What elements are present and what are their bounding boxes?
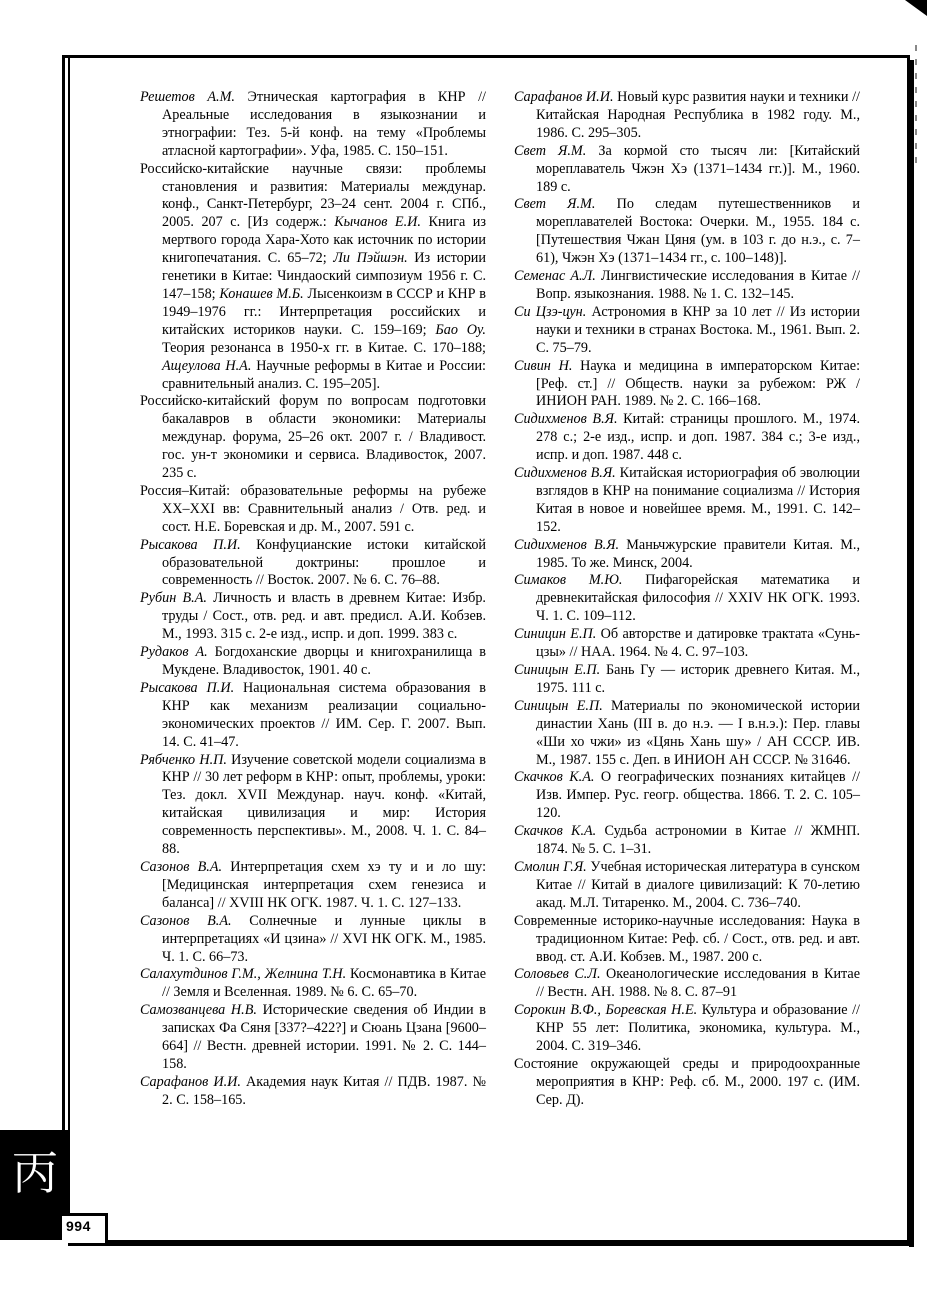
bibliography-entry bbox=[140, 644, 486, 680]
bibliography-entry bbox=[140, 966, 486, 1002]
bibliography-entry bbox=[514, 143, 860, 197]
bibliography-entry bbox=[514, 966, 860, 1002]
entry-author: Свет Я.М. bbox=[514, 196, 596, 213]
bibliography-entry bbox=[514, 1002, 860, 1056]
bibliography-entry bbox=[140, 859, 486, 913]
cited-work: Теория резонанса в 1950-х гг. в Китае. С. 170–188; bbox=[162, 339, 486, 356]
entry-author: Сидихменов В.Я. bbox=[514, 411, 618, 428]
cited-author: Кычанов Е.И. bbox=[334, 214, 421, 231]
bibliography-right-column bbox=[514, 89, 860, 1110]
cited-author: Ли Пэйшэн. bbox=[333, 250, 408, 267]
entry-text: Океанологические исследования в Китае // Вестн. АН. 1988. № 8. С. 87–91 bbox=[536, 966, 860, 1001]
entry-text: Богдоханские дворцы и книгохранилища в Мукдене. Владивосток, 1901. 40 с. bbox=[162, 644, 486, 678]
bibliography-entry bbox=[140, 1002, 486, 1074]
entry-author: Синицын Е.П. bbox=[514, 697, 603, 714]
bibliography-entry bbox=[514, 1056, 860, 1110]
bibliography-entry bbox=[514, 859, 860, 913]
entry-text: Судьба астрономии в Китае // ЖМНП. 1874. № 5. С. 1–31. bbox=[536, 823, 861, 858]
entry-text: Пифагорейская математика и древнекитайская философия // XXIV НК ОГК. 1993. Ч. 1. С. 109–112. bbox=[536, 572, 860, 625]
bibliography-entry bbox=[514, 196, 860, 268]
entry-text: Академия наук Китая // ПДВ. 1987. № 2. С. 158–165. bbox=[162, 1073, 487, 1108]
cited-author: Ащеулова Н.А. bbox=[162, 357, 252, 374]
entry-author: Сорокин В.Ф., Боревская Н.Е. bbox=[514, 1002, 698, 1019]
entry-text: Изучение советской модели социализма в КНР // 30 лет реформ в КНР: опыт, проблемы, уроки: Тез. докл. XVII Междунар. науч. конф. «Китай, китайская цивилизация и мир: История современность перспективы». М., 2008. Ч. 1. С. 84–88. bbox=[162, 751, 487, 858]
entry-text: Солнечные и лунные циклы в интерпретациях «И цзина» // XVI НК ОГК. М., 1985. Ч. 1. С. 66–73. bbox=[162, 912, 486, 965]
entry-text: О географических познаниях китайцев // Изв. Импер. Рус. геогр. общества. 1866. Т. 2. С. 105–120. bbox=[536, 769, 860, 822]
entry-text: Российско-китайские научные связи: проблемы становления и развития: Материалы междунар. конф., Санкт-Петербург, 23–24 сент. 2004 г. СПб., 2005. 207 с. [Из содерж.: bbox=[140, 160, 486, 231]
entry-author: Рубин В.А. bbox=[140, 590, 207, 607]
entry-author: Семенас А.Л. bbox=[514, 268, 596, 285]
section-glyph-icon: 丙 bbox=[12, 1146, 58, 1200]
cited-work: Научные реформы в Китае и России: сравнительный анализ. С. 195–205]. bbox=[162, 357, 486, 392]
entry-author: Симаков М.Ю. bbox=[514, 572, 623, 589]
entry-text: Об авторстве и датировке трактата «Сунь-цзы» // НАА. 1964. № 4. С. 97–103. bbox=[536, 626, 860, 661]
bibliography-entry bbox=[140, 483, 486, 537]
bibliography-entry bbox=[140, 752, 486, 859]
entry-author: Синицин Е.П. bbox=[514, 626, 597, 643]
entry-author: Скачков К.А. bbox=[514, 769, 595, 786]
entry-text: Китай: страницы прошлого. М., 1974. 278 с.; 2-е изд., испр. и доп. 1987. 384 с.; 3-е изд., испр. и доп. 1987. 448 с. bbox=[536, 411, 860, 464]
bibliography-entry bbox=[140, 161, 486, 394]
bibliography-entry bbox=[514, 913, 860, 967]
entry-text: Интерпретация схем хэ ту и и ло шу: [Медицинская интерпретация схем генезиса и баланса] // XVIII НК ОГК. 1987. Ч. 1. С. 127–133. bbox=[162, 858, 487, 911]
entry-text: Астрономия в КНР за 10 лет // Из истории науки и техники в странах Востока. М., 1961. Вып. 2. С. 75–79. bbox=[536, 303, 860, 356]
bibliography-entry bbox=[514, 304, 860, 358]
entry-text: Современные историко-научные исследования: Наука в традиционном Китае: Реф. сб. / Сост., отв. ред. и авт. ввод. ст. А.И. Кобзев. М., 1987. 200 с. bbox=[514, 912, 860, 965]
entry-text: Космонавтика в Китае // Земля и Вселенная. 1989. № 6. С. 65–70. bbox=[162, 966, 486, 1001]
entry-author: Салахутдинов Г.М., Желнина Т.Н. bbox=[140, 966, 347, 983]
entry-author: Сидихменов В.Я. bbox=[514, 465, 616, 482]
entry-text: Национальная система образования в КНР как механизм реализации социально-экономических проектов // ИМ. Сер. Г. 2007. Вып. 14. С. 41–47. bbox=[162, 679, 486, 750]
entry-author: Сивин Н. bbox=[514, 357, 573, 374]
entry-text: Бань Гу — историк древнего Китая. М., 1975. 111 с. bbox=[536, 662, 860, 696]
cited-work: Лысенкоизм в СССР и КНР в 1949–1976 гг.: Интерпретация российских и китайских историков науки. С. 159–169; bbox=[162, 285, 486, 338]
entry-author: Сидихменов В.Я. bbox=[514, 536, 620, 553]
entry-text: Новый курс развития науки и техники // Китайская Народная Республика в 1982 году. М., 1986. С. 295–305. bbox=[536, 89, 860, 141]
corner-mark bbox=[905, 0, 927, 16]
entry-author: Рысакова П.И. bbox=[140, 536, 241, 553]
bibliography-entry bbox=[514, 358, 860, 412]
entry-text: Материалы по экономической истории династии Хань (III в. до н.э. — I в.н.э.): Пер. главы «Ши хо чжи» из «Цянь Хань шу» / АН СССР. ИВ. М., 1987. 155 с. Деп. в ИНИОН АН СССР. № 31646. bbox=[536, 697, 860, 768]
entry-author: Сазонов В.А. bbox=[140, 858, 223, 875]
bibliography-entry bbox=[140, 393, 486, 483]
entry-author: Си Цзэ-цун. bbox=[514, 303, 587, 320]
bibliography-entry bbox=[140, 913, 486, 967]
cited-work: Из истории генетики в Китае: Чиндаоский симпозиум 1956 г. С. 147–158; bbox=[162, 250, 486, 302]
edge-marks bbox=[915, 45, 917, 165]
bibliography-entry bbox=[514, 89, 860, 143]
entry-author: Свет Я.М. bbox=[514, 142, 587, 159]
bibliography-entry bbox=[514, 268, 860, 304]
entry-author: Сарафанов И.И. bbox=[514, 89, 614, 105]
cited-author: Конашев М.Б. bbox=[219, 285, 304, 302]
entry-author: Самозванцева Н.В. bbox=[140, 1002, 257, 1019]
entry-text: Российско-китайский форум по вопросам подготовки бакалавров в области экономики: Материалы междунар. форума, 25–26 окт. 2007 г. / Владивост. гос. ун-т экономики и сервиса. Владивосток, 2007. 235 с. bbox=[140, 393, 486, 482]
cited-author: Бао Оу. bbox=[435, 321, 486, 338]
entry-author: Соловьев С.Л. bbox=[514, 966, 601, 983]
bibliography-entry bbox=[514, 572, 860, 626]
entry-text: Лингвистические исследования в Китае // Вопр. языкознания. 1988. № 1. С. 132–145. bbox=[536, 268, 860, 302]
cited-work: Книга из мертвого города Хара-Хото как источник по истории книгопечатания. С. 65–72; bbox=[162, 214, 486, 267]
entry-author: Рысакова П.И. bbox=[140, 679, 235, 696]
entry-author: Сарафанов И.И. bbox=[140, 1073, 241, 1090]
frame-shadow-bottom bbox=[68, 1241, 914, 1246]
bibliography-entry bbox=[514, 537, 860, 573]
bibliography-left-column bbox=[140, 89, 486, 1110]
entry-author: Решетов А.М. bbox=[140, 89, 235, 105]
entry-author: Рудаков А. bbox=[140, 644, 208, 661]
frame-inner-line bbox=[68, 58, 70, 1242]
entry-author: Смолин Г.Я. bbox=[514, 858, 587, 875]
page-number: 994 bbox=[66, 1218, 91, 1234]
entry-text: По следам путешественников и мореплавателей Востока: Очерки. М., 1955. 184 с. [Путешествия Чжан Цяня (ум. в 103 г. до н.э., с. 7–61), Чжэн Хэ (1371–1434 гг., с. 100–148)]. bbox=[536, 196, 860, 267]
entry-text: Культура и образование // КНР 55 лет: Политика, экономика, культура. М., 2004. С. 319–346. bbox=[536, 1002, 860, 1055]
bibliography-entry bbox=[140, 89, 486, 161]
bibliography-entry bbox=[514, 411, 860, 465]
entry-text: Маньчжурские правители Китая. М., 1985. То же. Минск, 2004. bbox=[536, 536, 860, 571]
entry-text: Учебная историческая литература в сунском Китае // Китай в диалоге цивилизаций: К 70-летию акад. М.Л. Титаренко. М., 2004. С. 736–740. bbox=[536, 858, 860, 911]
entry-text: Конфуцианские истоки китайской образовательной доктрины: прошлое и современность // Восток. 2007. № 6. С. 76–88. bbox=[162, 536, 487, 589]
bibliography-entry bbox=[514, 662, 860, 698]
entry-text: Этническая картография в КНР // Ареальные исследования в языкознании и этнографии: Тез. 5-й конф. на тему «Проблемы атласной картографии». Уфа, 1985. С. 150–151. bbox=[162, 89, 486, 159]
frame-shadow-right bbox=[909, 60, 914, 1247]
entry-text: Личность и власть в древнем Китае: Избр. труды / Сост., отв. ред. и авт. предисл. А.И. Кобзев. М., 1993. 315 с. 2-е изд., испр. и доп. 1999. 383 с. bbox=[162, 590, 486, 643]
bibliography-entry bbox=[514, 769, 860, 823]
entry-text: Состояние окружающей среды и природоохранные мероприятия в КНР: Реф. сб. М., 2000. 197 с. (ИМ. Сер. Д). bbox=[514, 1055, 860, 1108]
bibliography-entry bbox=[140, 1074, 486, 1110]
bibliography-entry bbox=[140, 680, 486, 752]
bibliography-entry bbox=[514, 823, 860, 859]
entry-author: Скачков К.А. bbox=[514, 823, 597, 840]
bibliography-entry bbox=[140, 537, 486, 591]
entry-text: Наука и медицина в императорском Китае: [Реф. ст.] // Обществ. науки за рубежом: РЖ / ИНИОН РАН. 1989. № 2. С. 166–168. bbox=[536, 357, 861, 410]
entry-author: Синицын Е.П. bbox=[514, 662, 601, 678]
entry-author: Рябченко Н.П. bbox=[140, 751, 227, 768]
entry-text: За кормой сто тысяч ли: [Китайский мореплаватель Чжэн Хэ (1371–1434 гг.)]. М., 1960. 189 с. bbox=[536, 142, 860, 195]
bibliography-entry bbox=[514, 698, 860, 770]
entry-author: Сазонов В.А. bbox=[140, 912, 232, 929]
bibliography-entry bbox=[140, 590, 486, 644]
bibliography-entry bbox=[514, 465, 860, 537]
bibliography-entry bbox=[514, 626, 860, 662]
entry-text: Китайская историография об эволюции взглядов в КНР на понимание социализма // История Китая в новое и новейшее время. М., 1991. С. 142–152. bbox=[536, 465, 861, 535]
entry-text: Россия–Китай: образовательные реформы на рубеже XX–XXI вв: Сравнительный анализ / Отв. ред. и сост. Н.Е. Боревская и др. М., 2007. 591 с. bbox=[140, 482, 486, 535]
entry-text: Исторические сведения об Индии в записках Фа Сяня [337?–422?] и Сюань Цзана [9600–664] // Вестн. древней истории. 1991. № 2. С. 144–158. bbox=[162, 1002, 486, 1072]
